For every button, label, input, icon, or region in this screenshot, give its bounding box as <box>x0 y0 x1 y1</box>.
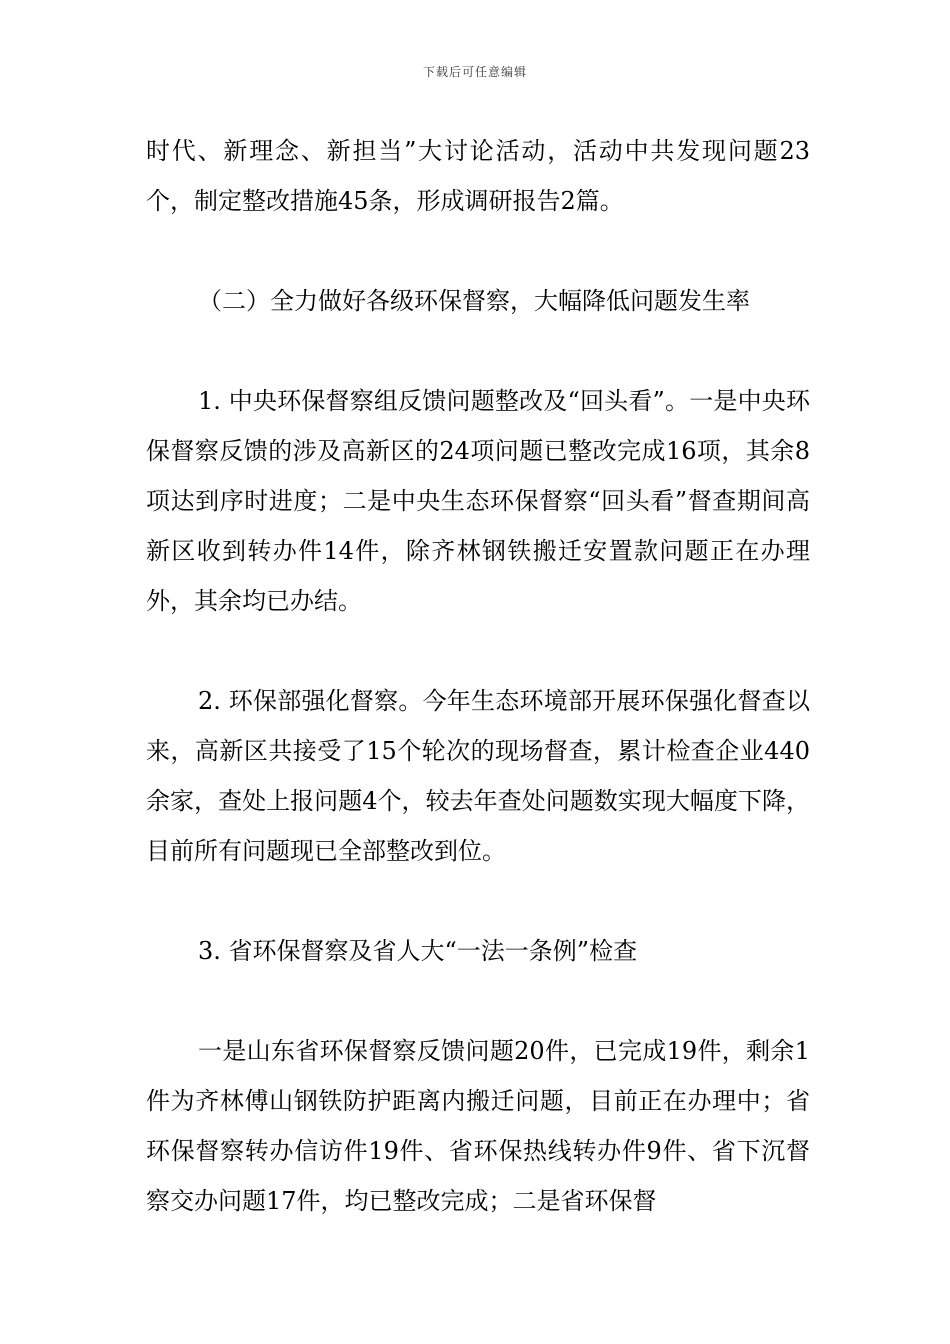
paragraph-item-1: 1. 中央环保督察组反馈问题整改及“回头看”。一是中央环保督察反馈的涉及高新区的24项问题已整改完成16项，其余8项达到序时进度；二是中央生态环保督察“回头看”督查期间高新区收到转办件14件，除齐林钢铁搬迁安置款问题正在办理外，其余均已办结。 <box>146 387 810 615</box>
paragraph-item-3-body: 一是山东省环保督察反馈问题20件，已完成19件，剩余1件为齐林傅山钢铁防护距离内搬迁问题，目前正在办理中；省环保督察转办信访件19件、省环保热线转办件9件、省下沉督察交办问题17件，均已整改完成；二是省环保督 <box>146 1037 810 1215</box>
document-body <box>146 126 810 1226</box>
paragraph-item-3-heading: 3. 省环保督察及省人大“一法一条例”检查 <box>198 937 638 965</box>
paragraph-item-2: 2. 环保部强化督察。今年生态环境部开展环保强化督查以来，高新区共接受了15个轮次的现场督查，累计检查企业440余家，查处上报问题4个，较去年查处问题数实现大幅度下降，目前所有问题现已全部整改到位。 <box>146 687 810 865</box>
section-heading: （二）全力做好各级环保督察，大幅降低问题发生率 <box>198 287 750 315</box>
paragraph-continuation: 时代、新理念、新担当”大讨论活动，活动中共发现问题23个，制定整改措施45条，形成调研报告2篇。 <box>146 137 810 215</box>
page-header-note: 下载后可任意编辑 <box>422 65 527 79</box>
